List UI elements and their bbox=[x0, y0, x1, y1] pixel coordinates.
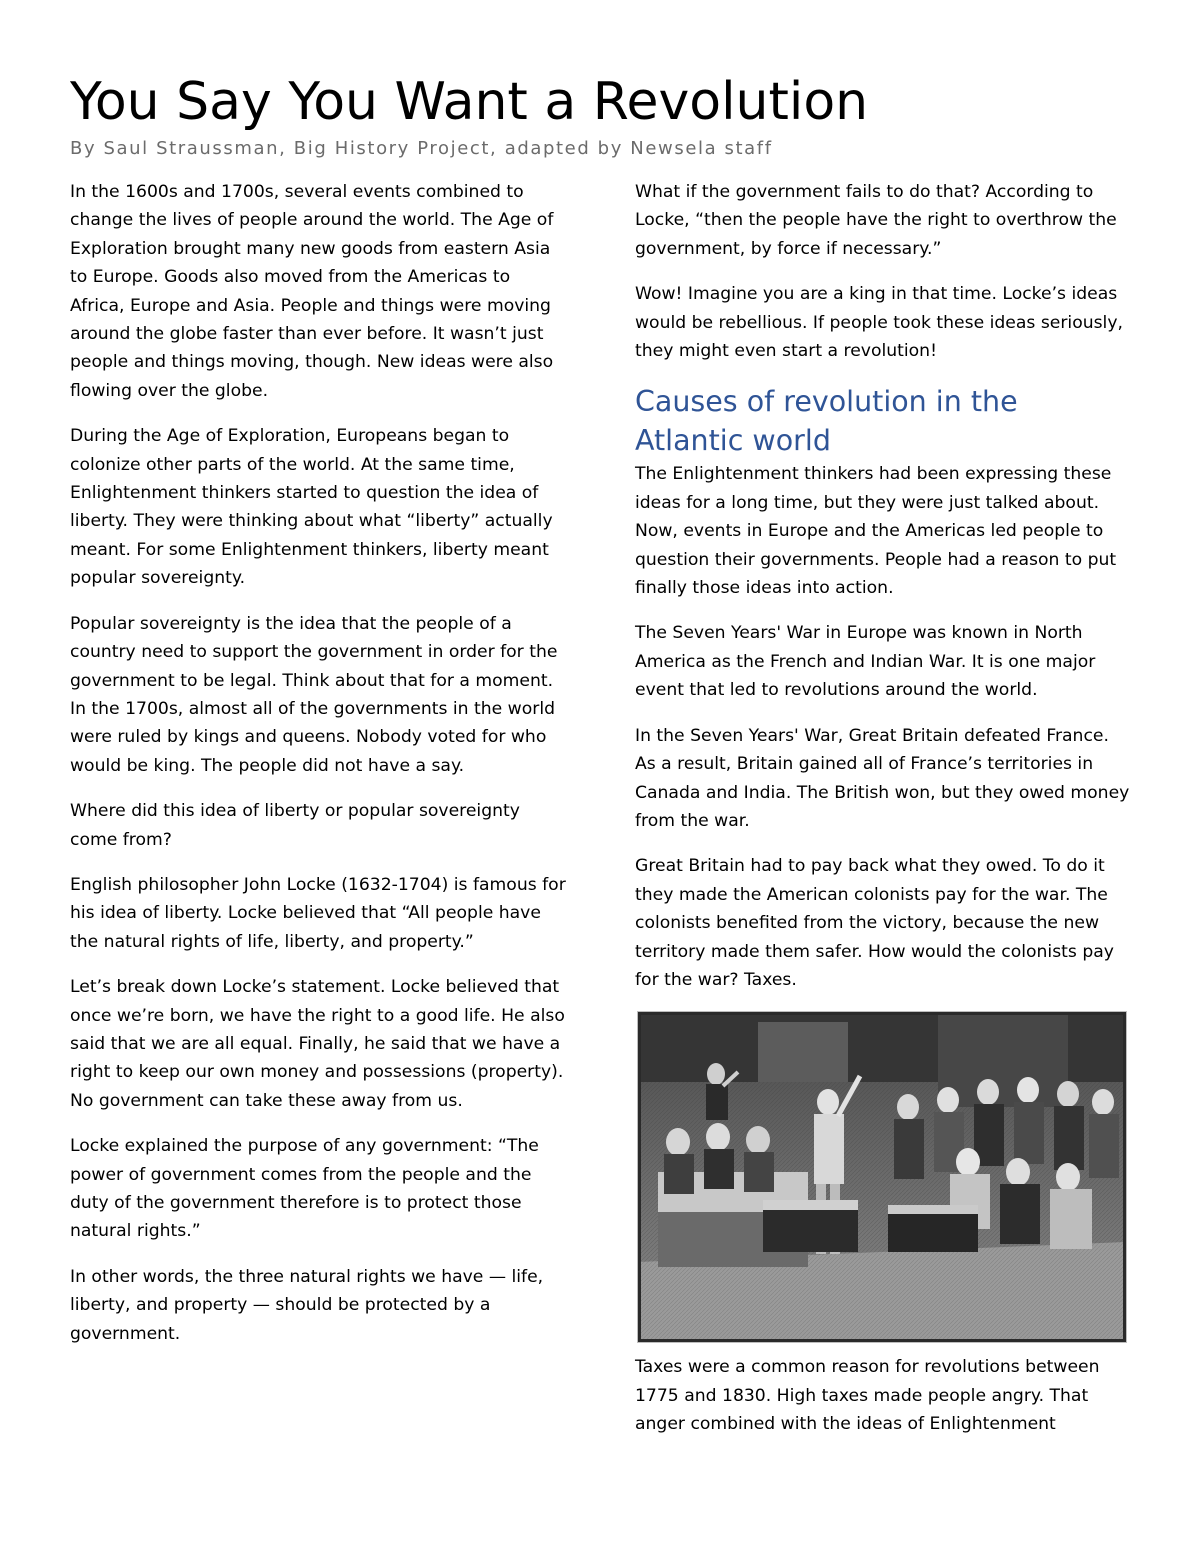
section-heading: Causes of revolution in the Atlantic world bbox=[635, 385, 1018, 458]
paragraph: Wow! Imagine you are a king in that time. Locke’s ideas would be rebellious. If people took these ideas seriously, they might even start a revolution! bbox=[635, 284, 1123, 362]
caption-paragraph: Taxes were a common reason for revolutions between 1775 and 1830. High taxes made people angry. That anger combined with the ideas of Enlightenment bbox=[635, 1357, 1100, 1435]
paragraph: In other words, the three natural rights we have — life, liberty, and property — should be protected by a government. bbox=[70, 1266, 544, 1344]
paragraph: Popular sovereignty is the idea that the people of a country need to support the government in order for the government to be legal. Think about that for a moment. In the 1700s, almost all of the governments in the world were ruled by kings and queens. Nobody voted for who would be king. The people did not have a say. bbox=[70, 613, 558, 776]
paragraph: Where did this idea of liberty or popular sovereignty come from? bbox=[70, 801, 520, 850]
paragraph: What if the government fails to do that? According to Locke, “then the people have the right to overthrow the government, by force if necessary.” bbox=[635, 182, 1117, 259]
left-column bbox=[70, 178, 570, 1365]
paragraph: The Seven Years' War in Europe was known in North America as the French and Indian War. It is one major event that led to revolutions around the world. bbox=[635, 623, 1096, 701]
engraving-illustration-icon bbox=[638, 1012, 1126, 1342]
paragraph: Let’s break down Locke’s statement. Locke believed that once we’re born, we have the right to a good life. He also said that we are all equal. Finally, he said that we have a right to keep our own money and possessions (property). No government can take these away from us. bbox=[70, 977, 565, 1111]
document-title: You Say You Want a Revolution bbox=[70, 72, 869, 132]
paragraph: English philosopher John Locke (1632-1704) is famous for his idea of liberty. Locke believed that “All people have the natural rights of life, liberty, and property.” bbox=[70, 874, 566, 952]
engraving-illustration bbox=[637, 1011, 1127, 1343]
paragraph: Locke explained the purpose of any government: “The power of government comes from the people and the duty of the government therefore is to protect those natural rights.” bbox=[70, 1136, 539, 1242]
paragraph: In the Seven Years' War, Great Britain defeated France. As a result, Britain gained all of France’s territories in Canada and India. The British won, but they owed money from the war. bbox=[635, 725, 1130, 831]
right-column bbox=[635, 178, 1135, 1456]
paragraph: During the Age of Exploration, Europeans began to colonize other parts of the world. At the same time, Enlightenment thinkers started to question the idea of liberty. They were thinking about what “liberty” actually meant. For some Enlightenment thinkers, liberty meant popular sovereignty. bbox=[70, 426, 553, 589]
byline: By Saul Straussman, Big History Project, adapted by Newsela staff bbox=[70, 138, 773, 159]
paragraph: The Enlightenment thinkers had been expressing these ideas for a long time, but they were just talked about. Now, events in Europe and the Americas led people to question their governments. People had a reason to put finally those ideas into action. bbox=[635, 464, 1117, 599]
paragraph: Great Britain had to pay back what they owed. To do it they made the American colonists pay for the war. The colonists benefited from the victory, because the new territory made them safer. How would the colonists pay for the war? Taxes. bbox=[635, 856, 1114, 990]
paragraph: In the 1600s and 1700s, several events combined to change the lives of people around the world. The Age of Exploration brought many new goods from eastern Asia to Europe. Goods also moved from the Americas to Africa, Europe and Asia. People and things were moving around the globe faster than ever before. It wasn’t just people and things moving, though. New ideas were also flowing over the globe. bbox=[70, 182, 554, 401]
